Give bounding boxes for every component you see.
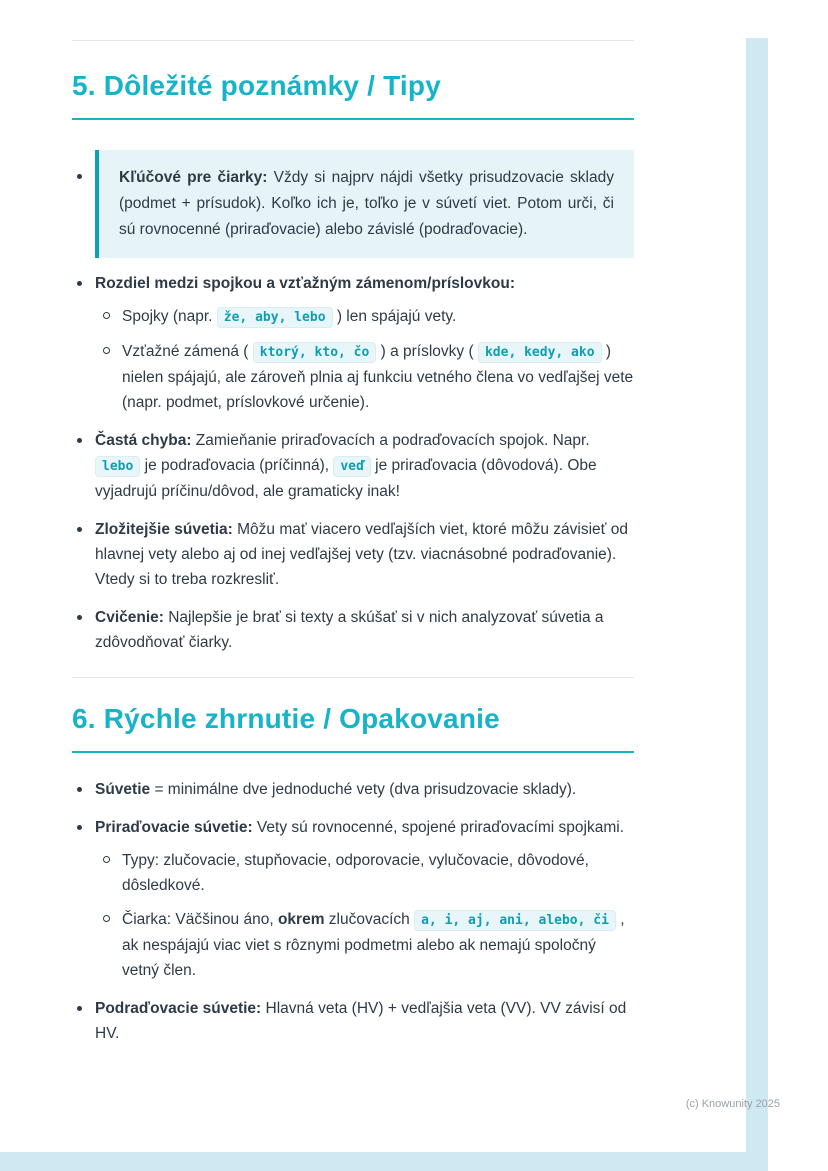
list-item (72, 777, 634, 802)
sub-list (95, 848, 634, 983)
text-run: ) len spájajú vety. (332, 308, 457, 325)
section-6-title: 6. Rýchle zhrnutie / Opakovanie (72, 703, 500, 734)
list-item (72, 996, 634, 1046)
sub-list-item (95, 907, 634, 983)
text-run: ) nielen spájajú, ale zároveň plnia aj funkciu vetného člena vo vedľajšej vete (napr. podmet, príslovkové určenie). (122, 343, 634, 411)
page-edge-strip-bottom (0, 1152, 768, 1171)
code-chip: ktorý, kto, čo (253, 342, 377, 363)
section-5-underline (72, 118, 634, 120)
text-run: Môžu mať viacero vedľajších viet, ktoré môžu závisieť od hlavnej vety alebo aj od inej vedľajšej vety (tzv. viacnásobné podraďovanie). Vtedy si to treba rozkresliť. (95, 521, 629, 588)
code-chip: veď (333, 456, 370, 477)
code-chip: kde, kedy, ako (478, 342, 602, 363)
section-6-underline (72, 751, 634, 753)
text-run: Vzťažné zámená ( (122, 343, 253, 360)
text-run: Hlavná veta (HV) + vedľajšia veta (VV). VV závisí od HV. (95, 1000, 627, 1042)
code-chip: lebo (95, 456, 140, 477)
bold-run: Častá chyba: (95, 432, 192, 449)
text-run: Zamieňanie priraďovacích a podraďovacích spojok. Napr. (191, 432, 590, 449)
section-5-title: 5. Dôležité poznámky / Tipy (72, 70, 441, 101)
text-run: je priraďovacia (dôvodová). Obe vyjadrujú príčinu/dôvod, ale gramaticky inak! (95, 457, 597, 500)
text-run: , ak nespájajú viac viet s rôznymi podmetmi alebo ak nemajú spoločný vetný člen. (122, 911, 625, 979)
list-item-callout (72, 150, 634, 258)
code-chip: že, aby, lebo (217, 307, 333, 328)
copyright-text: (c) Knowunity 2025 (685, 1098, 780, 1110)
code-chip: a, i, aj, ani, alebo, či (414, 910, 616, 931)
bold-run: Cvičenie: (95, 609, 164, 626)
page-content (72, 0, 634, 1059)
bold-run: Podraďovacie súvetie: (95, 1000, 262, 1017)
text-run: Typy: zlučovacie, stupňovacie, odporovacie, vylučovacie, dôvodové, dôsledkové. (122, 852, 589, 894)
list-item (72, 815, 634, 983)
bold-run: Súvetie (95, 781, 151, 798)
sub-list (95, 304, 634, 415)
sub-list-item (95, 848, 634, 898)
text-run: Vždy si najprv nájdi všetky prisudzovacie sklady (podmet + prísudok). Koľko ich je, toľko je v súvetí viet. Potom urči, či sú rovnocenné (priraďovacie) alebo závislé (podraďovacie). (119, 169, 614, 238)
section-6-list (72, 777, 634, 1046)
page-edge-strip-right (746, 38, 768, 1171)
section-5-list (72, 150, 634, 655)
list-item (72, 271, 634, 415)
text-run: ) a príslovky ( (376, 343, 478, 360)
text-run: Najlepšie je brať si texty a skúšať si v nich analyzovať súvetia a zdôvodňovať čiarky. (95, 609, 604, 651)
list-item (72, 428, 634, 504)
callout-box (95, 150, 634, 258)
bold-run: Rozdiel medzi spojkou a vzťažným zámenom/príslovkou: (95, 275, 515, 292)
text-run: zlučovacích (324, 911, 415, 928)
top-divider (72, 40, 634, 41)
text-run: = minimálne dve jednoduché vety (dva prisudzovacie sklady). (150, 781, 577, 798)
text-run: je podraďovacia (príčinná), (140, 457, 334, 474)
text-run: Vety sú rovnocenné, spojené priraďovacími spojkami. (252, 819, 625, 836)
bold-run: Kľúčové pre čiarky: (119, 169, 268, 186)
text-run: Čiarka: Väčšinou áno, (122, 911, 278, 928)
sub-list-item (95, 304, 634, 330)
text-run: Spojky (napr. (122, 308, 217, 325)
list-item (72, 605, 634, 655)
bold-run: okrem (277, 911, 325, 928)
sub-list-item (95, 339, 634, 415)
list-item (72, 517, 634, 592)
section-divider (72, 677, 634, 678)
bold-run: Zložitejšie súvetia: (95, 521, 233, 538)
bold-run: Priraďovacie súvetie: (95, 819, 253, 836)
